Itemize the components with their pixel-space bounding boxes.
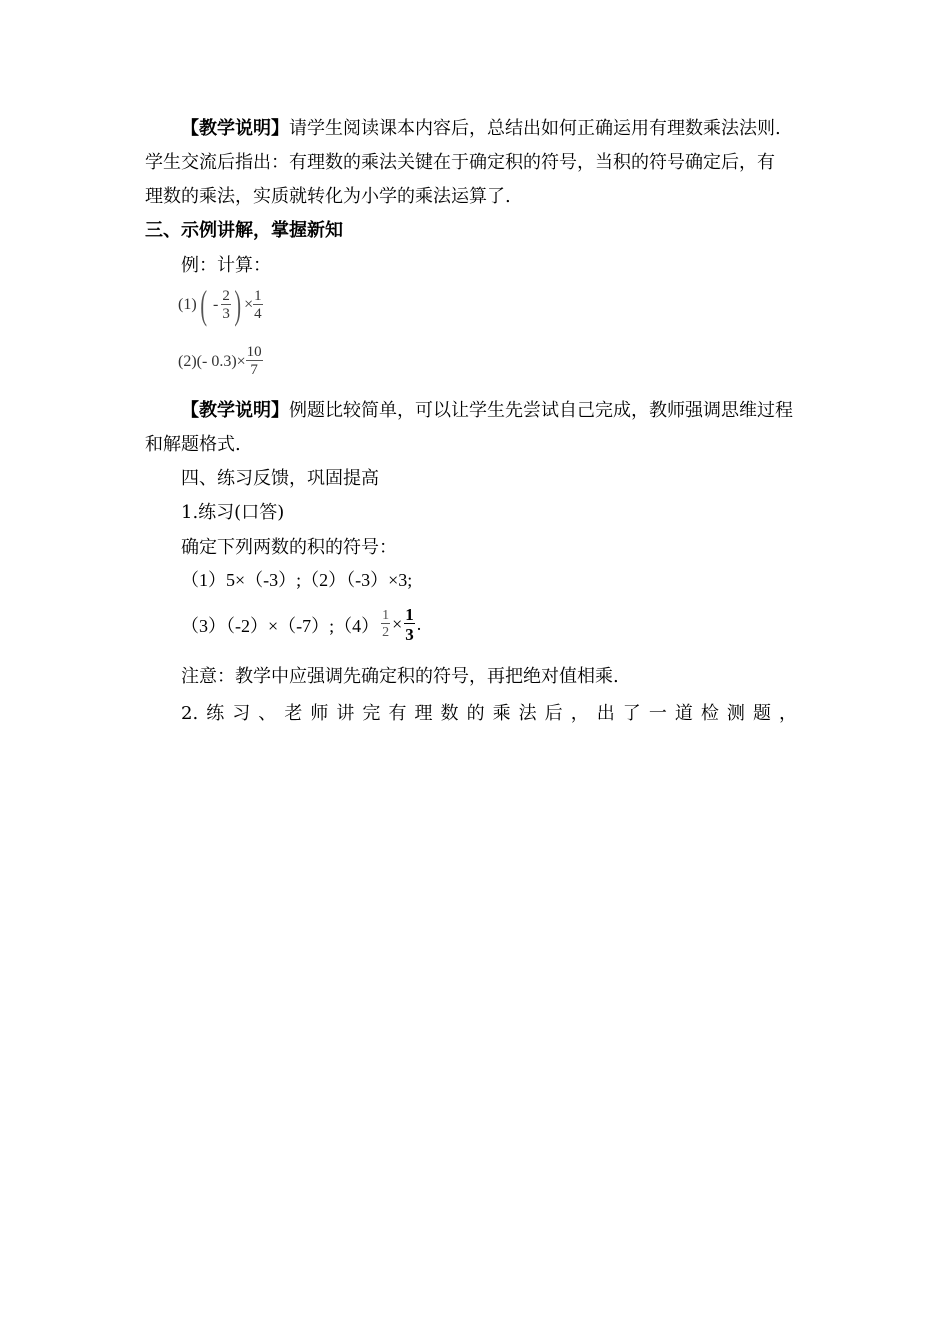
example-label: 例：计算： bbox=[181, 255, 271, 276]
section4-heading: 四、练习反馈，巩固提高 bbox=[181, 468, 379, 489]
fraction-numerator: 2 bbox=[222, 287, 230, 304]
para2-line1 bbox=[181, 396, 793, 422]
fraction-numerator: 1 bbox=[382, 608, 390, 623]
example1-fraction-b bbox=[253, 289, 263, 322]
fraction-denominator: 4 bbox=[254, 305, 262, 322]
fraction-denominator: 7 bbox=[246, 360, 263, 378]
exercise1-fraction-half bbox=[381, 609, 390, 640]
section3-heading: 三、示例讲解，掌握新知 bbox=[145, 220, 343, 241]
example1-minus: - bbox=[212, 296, 219, 313]
example1-fraction-a bbox=[221, 289, 231, 322]
example1-index: (1) bbox=[178, 296, 197, 313]
exercise1-times: × bbox=[392, 614, 403, 634]
example2-index: (2) bbox=[178, 352, 197, 370]
fraction-numerator: 1 bbox=[254, 287, 262, 304]
close-paren-icon: ) bbox=[234, 282, 241, 327]
example2-expression bbox=[178, 345, 263, 378]
teaching-note-label: 【教学说明】 bbox=[181, 400, 289, 421]
para1-line3: 理数的乘法，实质就转化为小学的乘法运算了. bbox=[145, 186, 511, 207]
para2-line2: 和解题格式. bbox=[145, 434, 241, 455]
exercise1-line1: （1）5×（-3）;（2）（-3）×3; bbox=[181, 570, 413, 590]
fraction-numerator: 1 bbox=[405, 605, 414, 624]
fraction-numerator: 10 bbox=[246, 344, 262, 360]
example1-times: × bbox=[244, 296, 254, 313]
example2-paren-content: (- 0.3) bbox=[196, 352, 237, 370]
fraction-denominator: 3 bbox=[222, 305, 230, 322]
para1-line2: 学生交流后指出：有理数的乘法关键在于确定积的符号，当积的符号确定后，有 bbox=[145, 152, 775, 173]
exercise1-line2-suffix: . bbox=[416, 614, 422, 634]
fraction-denominator: 2 bbox=[382, 625, 390, 640]
exercise1-line2 bbox=[181, 606, 421, 643]
para1-line1-text: 请学生阅读课本内容后，总结出如何正确运用有理数乘法法则. bbox=[289, 118, 781, 139]
exercise1-prompt: 确定下列两数的积的符号： bbox=[181, 537, 397, 558]
teaching-note-label: 【教学说明】 bbox=[181, 118, 289, 139]
para2-line1-text: 例题比较简单，可以让学生先尝试自己完成，教师强调思维过程 bbox=[289, 400, 793, 421]
example2-fraction bbox=[246, 345, 263, 378]
open-paren-icon: ( bbox=[199, 282, 207, 327]
exercise2-line: 2.练习、老师讲完有理数的乘法后，出了一道检测题， bbox=[181, 703, 797, 724]
note-line: 注意：教学中应强调先确定积的符号，再把绝对值相乘. bbox=[181, 666, 619, 687]
exercise1-title: 1.练习(口答) bbox=[181, 502, 285, 523]
example1-expression bbox=[178, 282, 263, 327]
example2-times: × bbox=[236, 352, 246, 370]
exercise1-line2-prefix: （3）（-2）×（-7）;（4） bbox=[181, 615, 380, 636]
para1-line1 bbox=[181, 114, 781, 140]
fraction-denominator: 3 bbox=[405, 625, 414, 644]
exercise1-fraction-third bbox=[404, 606, 415, 643]
